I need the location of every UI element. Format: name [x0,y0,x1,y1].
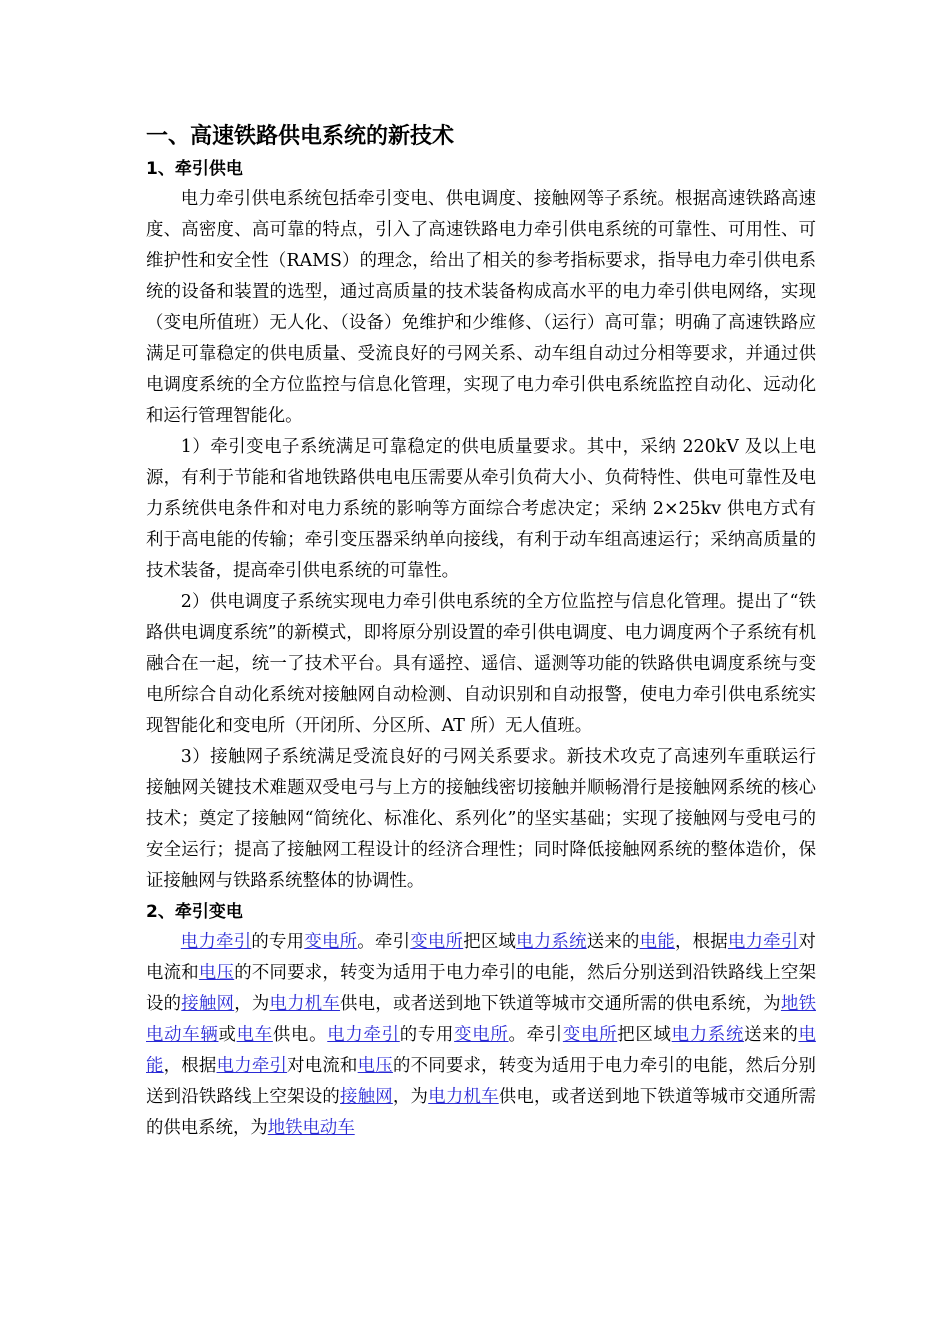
hyperlink[interactable]: 电力系统 [516,932,587,952]
hyperlink[interactable]: 接触网 [340,1087,393,1107]
paragraph-text: 送来的 [744,1025,799,1045]
hyperlink[interactable]: 电能 [146,1025,816,1076]
section-2-paragraph [146,927,816,1144]
paragraph-text: ，为 [234,994,270,1014]
paragraph-text: ，根据 [163,1056,217,1076]
hyperlink[interactable]: 变电所 [304,932,358,952]
paragraph-text: 对电流和 [146,932,816,983]
section-1-item-3: 3）接触网子系统满足受流良好的弓网关系要求。新技术攻克了高速列车重联运行接触网关键技术难题双受电弓与上方的接触线密切接触并顺畅滑行是接触网系统的核心技术；奠定了接触网“简统化、标准化、系列化”的坚实基础；实现了接触网与受电弓的安全运行；提高了接触网工程设计的经济合理性；同时降低接触网系统的整体造价，保证接触网与铁路系统整体的协调性。 [146,747,816,891]
paragraph-text: 的专用 [251,932,305,952]
hyperlink[interactable]: 电力牵引 [216,1056,288,1076]
paragraph-text: 的专用 [399,1025,455,1045]
hyperlink[interactable]: 电力牵引 [180,932,252,952]
paragraph-text: 把区域 [617,1025,672,1045]
section-1-item-2: 2）供电调度子系统实现电力牵引供电系统的全方位监控与信息化管理。提出了“铁路供电调度系统”的新模式，即将原分别设置的牵引供电调度、电力调度两个子系统有机融合在一起，统一了技术平台。具有遥控、遥信、遥测等功能的铁路供电调度系统与变电所综合自动化系统对接触网自动检测、自动识别和自动报警，使电力牵引供电系统实现智能化和变电所（开闭所、分区所、AT 所）无人值班。 [146,592,816,736]
paragraph-text: 的不同要求，转变为适用于电力牵引的电能，然后分别送到沿铁路线上空架设的 [146,1056,816,1107]
hyperlink[interactable]: 接触网 [181,994,235,1014]
hyperlink[interactable]: 变电所 [454,1025,509,1045]
hyperlink[interactable]: 变电所 [562,1025,618,1045]
paragraph-text: 。牵引 [357,932,411,952]
paragraph-text: 把区域 [463,932,517,952]
hyperlink[interactable]: 电力系统 [671,1025,745,1045]
paragraph-text: 或 [218,1025,237,1045]
hyperlink[interactable]: 变电所 [410,932,464,952]
hyperlink[interactable]: 电车 [236,1025,273,1045]
paragraph-text: 供电。 [272,1025,328,1045]
hyperlink[interactable]: 电能 [639,932,675,952]
document-page [146,120,816,1144]
paragraph-text: 的不同要求，转变为适用于电力牵引的电能，然后分别送到沿铁路线上空架设的 [146,963,816,1014]
section-2-title: 2、牵引变电 [146,902,243,922]
paragraph-text: 供电，或者送到地下铁道等城市交通所需的供电系统，为 [340,994,781,1014]
hyperlink[interactable]: 电力机车 [428,1087,499,1107]
section-1-title: 1、牵引供电 [146,159,243,179]
paragraph-text: 送来的 [586,932,640,952]
document-heading: 一、高速铁路供电系统的新技术 [146,124,455,149]
hyperlink[interactable]: 电力牵引 [327,1025,400,1045]
paragraph-text: ，为 [392,1087,429,1107]
hyperlink[interactable]: 地铁电动车 [267,1118,355,1138]
hyperlink[interactable]: 地铁电动车辆 [146,994,816,1045]
hyperlink[interactable]: 电压 [198,963,235,983]
section-1-item-1: 1）牵引变电子系统满足可靠稳定的供电质量要求。其中，采纳 220kV 及以上电源，有利于节能和省地铁路供电电压需要从牵引负荷大小、负荷特性、供电可靠性及电力系统供电条件和对电力系统的影响等方面综合考虑决定；采纳 2×25kv 供电方式有利于高电能的传输；牵引变压器采纳单向接线，有利于动车组高速运行；采纳高质量的技术装备，提高牵引供电系统的可靠性。 [146,437,816,581]
section-1-paragraph: 电力牵引供电系统包括牵引变电、供电调度、接触网等子系统。根据高速铁路高速度、高密度、高可靠的特点，引入了高速铁路电力牵引供电系统的可靠性、可用性、可维护性和安全性（RAMS）的理念，给出了相关的参考指标要求，指导电力牵引供电系统的设备和装置的选型，通过高质量的技术装备构成高水平的电力牵引供电网络，实现（变电所值班）无人化、（设备）免维护和少维修、（运行）高可靠；明确了高速铁路应满足可靠稳定的供电质量、受流良好的弓网关系、动车组自动过分相等要求，并通过供电调度系统的全方位监控与信息化管理，实现了电力牵引供电系统监控自动化、远动化和运行管理智能化。 [146,189,816,426]
paragraph-text: 。牵引 [508,1025,563,1045]
hyperlink[interactable]: 电压 [357,1056,393,1076]
hyperlink[interactable]: 电力牵引 [727,932,799,952]
hyperlink[interactable]: 电力机车 [269,994,341,1014]
paragraph-text: 供电，或者送到地下铁道等城市交通所需的供电系统，为 [146,1087,816,1138]
paragraph-text: ，根据 [675,932,728,952]
paragraph-text: 对电流和 [287,1056,358,1076]
